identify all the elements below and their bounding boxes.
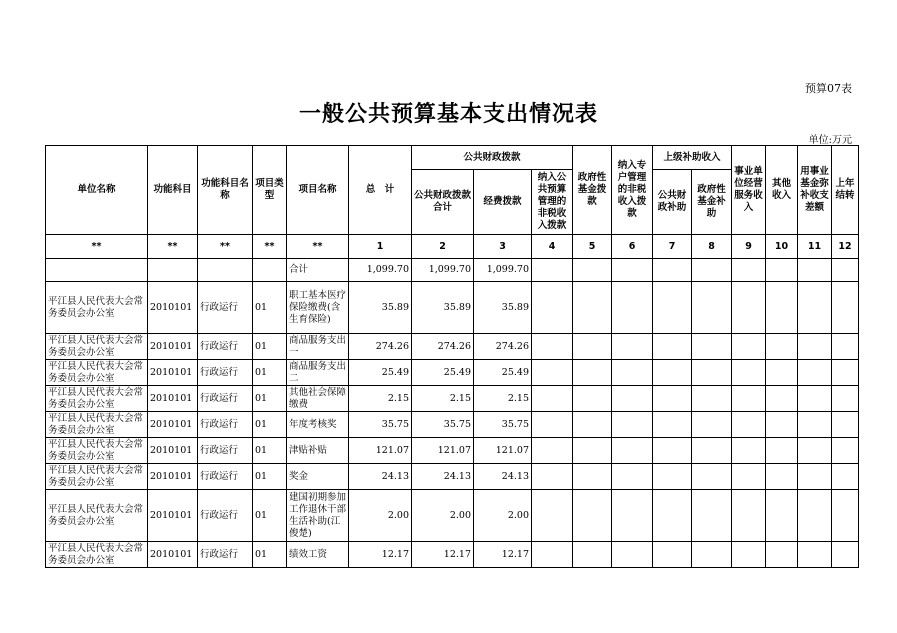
col-carryover: 上年结转 [832,146,859,235]
col-item-type: 项目类型 [253,146,287,235]
cell-pf-total: 35.75 [412,412,474,438]
cell-blank [532,542,573,568]
cell-item-type: 01 [253,386,287,412]
cell-blank [532,334,573,360]
cell-blank [573,360,612,386]
cell-func-subject-name: 行政运行 [198,412,253,438]
col-pf-funds: 经费拨款 [474,170,532,235]
cell-blank [612,438,653,464]
cell-item-type: 01 [253,334,287,360]
col-total: 总 计 [349,146,412,235]
cell-item-name: 商品服务支出一 [287,334,349,360]
cell-blank [692,438,732,464]
cell-blank [732,542,766,568]
index-cell: ** [198,235,253,259]
cell-item-name: 职工基本医疗保险缴费(含生育保险) [287,282,349,334]
cell-blank [732,334,766,360]
col-group-upper-subsidy: 上级补助收入 [653,146,732,170]
cell-item-name: 奖金 [287,464,349,490]
cell-blank [692,259,732,282]
cell-item-name: 年度考核奖 [287,412,349,438]
cell-func-subject: 2010101 [148,542,198,568]
cell-pf-total: 25.49 [412,360,474,386]
cell-blank [653,334,692,360]
cell-unit-name: 平江县人民代表大会常务委员会办公室 [46,282,148,334]
total-row-total: 1,099.70 [349,259,412,282]
col-other-income: 其他收入 [766,146,798,235]
index-cell: 4 [532,235,573,259]
cell-blank [832,542,859,568]
cell-blank [612,490,653,542]
cell-blank [832,386,859,412]
cell-func-subject: 2010101 [148,464,198,490]
cell-blank [766,360,798,386]
cell-total: 35.89 [349,282,412,334]
cell-blank [732,464,766,490]
cell-blank [148,259,198,282]
budget-table [45,145,859,568]
cell-pf-funds: 25.49 [474,360,532,386]
cell-blank [832,282,859,334]
col-group-public-finance: 公共财政拨款 [412,146,573,170]
cell-blank [798,490,832,542]
cell-blank [573,490,612,542]
cell-func-subject-name: 行政运行 [198,438,253,464]
cell-pf-funds: 2.00 [474,490,532,542]
cell-pf-funds: 35.75 [474,412,532,438]
cell-blank [798,412,832,438]
cell-blank [653,464,692,490]
cell-unit-name: 平江县人民代表大会常务委员会办公室 [46,412,148,438]
total-row-pf-total: 1,099.70 [412,259,474,282]
col-upper-public: 公共财政补助 [653,170,692,235]
cell-unit-name: 平江县人民代表大会常务委员会办公室 [46,490,148,542]
col-item-name: 项目名称 [287,146,349,235]
cell-blank [573,386,612,412]
cell-blank [732,412,766,438]
cell-blank [532,490,573,542]
cell-blank [766,438,798,464]
col-upper-gov-fund: 政府性基金补助 [692,170,732,235]
cell-blank [612,386,653,412]
index-cell: ** [287,235,349,259]
cell-blank [573,412,612,438]
cell-total: 35.75 [349,412,412,438]
cell-func-subject-name: 行政运行 [198,386,253,412]
cell-unit-name: 平江县人民代表大会常务委员会办公室 [46,464,148,490]
cell-unit-name: 平江县人民代表大会常务委员会办公室 [46,334,148,360]
cell-blank [832,259,859,282]
cell-blank [653,386,692,412]
cell-blank [766,282,798,334]
cell-pf-funds: 121.07 [474,438,532,464]
cell-func-subject: 2010101 [148,438,198,464]
cell-blank [766,490,798,542]
cell-blank [732,438,766,464]
cell-item-name: 绩效工资 [287,542,349,568]
cell-func-subject-name: 行政运行 [198,282,253,334]
cell-pf-total: 121.07 [412,438,474,464]
index-cell: 12 [832,235,859,259]
form-number: 预算07表 [805,82,852,95]
index-cell: 3 [474,235,532,259]
index-row [46,235,859,259]
index-cell: ** [46,235,148,259]
cell-blank [653,438,692,464]
index-cell: ** [148,235,198,259]
cell-blank [573,542,612,568]
cell-blank [653,259,692,282]
col-fund-gap: 用事业基金弥补收支差额 [798,146,832,235]
table-row [46,386,859,412]
cell-item-type: 01 [253,360,287,386]
cell-pf-total: 12.17 [412,542,474,568]
total-row-label: 合计 [287,259,349,282]
table-row [46,464,859,490]
cell-pf-total: 35.89 [412,282,474,334]
cell-blank [532,360,573,386]
cell-pf-funds: 24.13 [474,464,532,490]
cell-item-type: 01 [253,464,287,490]
cell-blank [798,282,832,334]
cell-total: 24.13 [349,464,412,490]
cell-blank [766,464,798,490]
cell-func-subject-name: 行政运行 [198,542,253,568]
cell-blank [612,542,653,568]
total-row [46,259,859,282]
cell-pf-total: 2.15 [412,386,474,412]
cell-item-name: 其他社会保障缴费 [287,386,349,412]
cell-blank [832,412,859,438]
col-special-non-tax: 纳入专户管理的非税收入拨款 [612,146,653,235]
cell-blank [653,412,692,438]
cell-total: 121.07 [349,438,412,464]
index-cell: 1 [349,235,412,259]
cell-blank [532,386,573,412]
cell-blank [612,464,653,490]
table-row [46,360,859,386]
cell-unit-name: 平江县人民代表大会常务委员会办公室 [46,386,148,412]
cell-unit-name: 平江县人民代表大会常务委员会办公室 [46,542,148,568]
cell-blank [798,542,832,568]
cell-blank [732,282,766,334]
total-row-pf-funds: 1,099.70 [474,259,532,282]
cell-blank [573,259,612,282]
cell-blank [832,490,859,542]
cell-blank [766,412,798,438]
col-func-subject-name: 功能科目名称 [198,146,253,235]
cell-blank [798,360,832,386]
cell-blank [653,542,692,568]
cell-blank [532,259,573,282]
cell-item-type: 01 [253,542,287,568]
cell-pf-funds: 2.15 [474,386,532,412]
cell-blank [612,259,653,282]
cell-blank [692,386,732,412]
cell-blank [766,334,798,360]
cell-blank [692,542,732,568]
cell-item-name: 商品服务支出二 [287,360,349,386]
cell-func-subject: 2010101 [148,282,198,334]
cell-func-subject: 2010101 [148,360,198,386]
cell-blank [798,259,832,282]
cell-blank [612,334,653,360]
cell-blank [253,259,287,282]
cell-item-type: 01 [253,438,287,464]
table-row [46,282,859,334]
cell-blank [692,464,732,490]
index-cell: 7 [653,235,692,259]
table-row [46,412,859,438]
cell-pf-funds: 35.89 [474,282,532,334]
index-cell: 10 [766,235,798,259]
cell-item-type: 01 [253,490,287,542]
cell-func-subject-name: 行政运行 [198,360,253,386]
cell-func-subject: 2010101 [148,412,198,438]
cell-blank [798,438,832,464]
index-cell: 9 [732,235,766,259]
cell-blank [766,542,798,568]
cell-unit-name: 平江县人民代表大会常务委员会办公室 [46,360,148,386]
cell-blank [732,360,766,386]
index-cell: ** [253,235,287,259]
cell-func-subject-name: 行政运行 [198,490,253,542]
cell-blank [692,490,732,542]
cell-blank [692,282,732,334]
cell-item-type: 01 [253,282,287,334]
cell-item-name: 建国初期参加工作退休干部生活补助(江俊楚) [287,490,349,542]
cell-blank [832,464,859,490]
index-cell: 5 [573,235,612,259]
cell-blank [532,438,573,464]
table-body [46,235,859,568]
cell-func-subject-name: 行政运行 [198,464,253,490]
table-row [46,490,859,542]
cell-blank [732,490,766,542]
col-unit-name: 单位名称 [46,146,148,235]
col-pf-total: 公共财政拨款合计 [412,170,474,235]
cell-blank [692,334,732,360]
cell-blank [612,412,653,438]
cell-blank [573,464,612,490]
col-gov-fund: 政府性基金拨款 [573,146,612,235]
cell-unit-name: 平江县人民代表大会常务委员会办公室 [46,438,148,464]
index-cell: 2 [412,235,474,259]
cell-blank [573,334,612,360]
table-row [46,542,859,568]
cell-blank [653,360,692,386]
cell-blank [532,412,573,438]
cell-blank [532,282,573,334]
cell-blank [832,334,859,360]
cell-blank [798,464,832,490]
cell-pf-total: 2.00 [412,490,474,542]
cell-blank [46,259,148,282]
unit-label: 单位:万元 [808,135,852,146]
col-pf-non-tax: 纳入公共预算管理的非税收入拨款 [532,170,573,235]
cell-blank [573,282,612,334]
cell-item-name: 津贴补贴 [287,438,349,464]
cell-blank [653,490,692,542]
cell-blank [832,438,859,464]
cell-blank [612,360,653,386]
page-title: 一般公共预算基本支出情况表 [298,102,598,127]
cell-blank [732,259,766,282]
index-cell: 6 [612,235,653,259]
cell-func-subject-name: 行政运行 [198,334,253,360]
cell-blank [532,464,573,490]
cell-func-subject: 2010101 [148,490,198,542]
cell-func-subject: 2010101 [148,334,198,360]
cell-pf-funds: 12.17 [474,542,532,568]
cell-blank [653,282,692,334]
cell-total: 274.26 [349,334,412,360]
cell-func-subject: 2010101 [148,386,198,412]
cell-item-type: 01 [253,412,287,438]
cell-pf-total: 274.26 [412,334,474,360]
index-cell: 8 [692,235,732,259]
cell-total: 25.49 [349,360,412,386]
table-row [46,438,859,464]
table-header [46,146,859,235]
cell-blank [732,386,766,412]
cell-pf-total: 24.13 [412,464,474,490]
cell-blank [573,438,612,464]
col-func-subject: 功能科目 [148,146,198,235]
cell-blank [692,412,732,438]
cell-total: 12.17 [349,542,412,568]
cell-pf-funds: 274.26 [474,334,532,360]
cell-blank [766,259,798,282]
cell-blank [766,386,798,412]
cell-blank [198,259,253,282]
table-row [46,334,859,360]
col-business-income: 事业单位经营服务收入 [732,146,766,235]
cell-blank [798,334,832,360]
cell-blank [798,386,832,412]
index-cell: 11 [798,235,832,259]
cell-blank [692,360,732,386]
cell-blank [832,360,859,386]
cell-blank [612,282,653,334]
cell-total: 2.15 [349,386,412,412]
cell-total: 2.00 [349,490,412,542]
